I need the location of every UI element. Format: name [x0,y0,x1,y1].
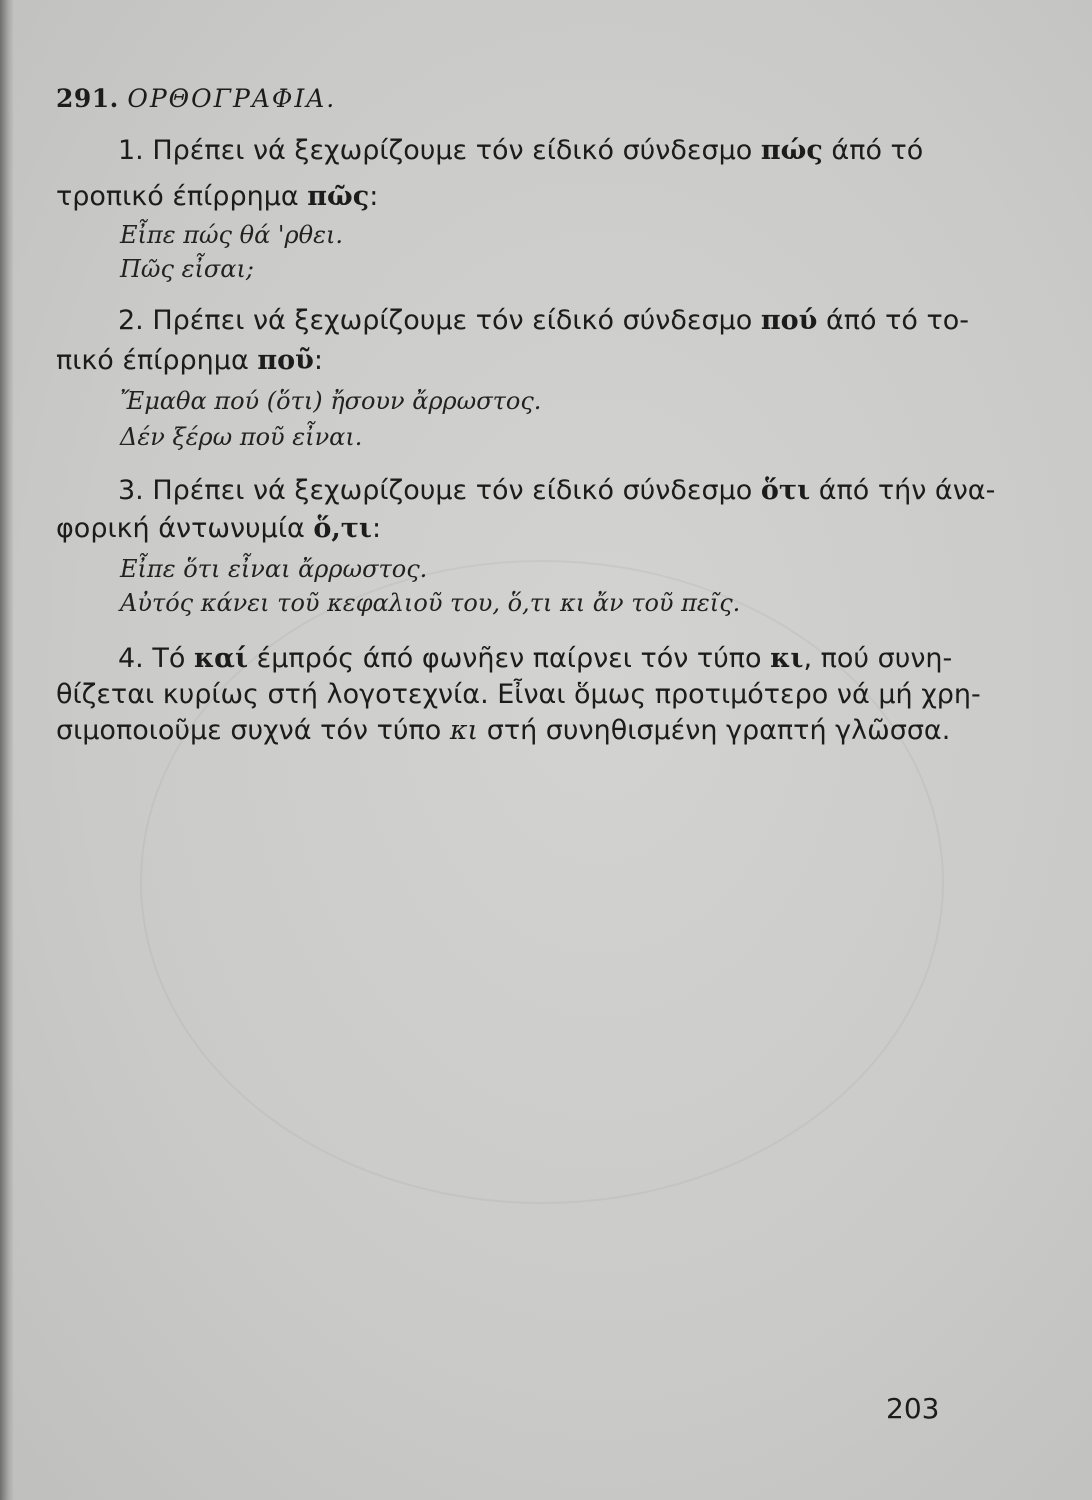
rule-2-line-1: 2. Πρέπει νά ξεχωρίζουμε τόν είδικό σύνδεσμο πού άπό τό το- [118,305,970,336]
keyword: ὅτι [760,475,811,506]
example: Δέν ξέρω ποῦ εἶναι. [120,423,363,451]
keyword: καί [193,643,249,674]
rule-1-line-2: τροπικό έπίρρημα πῶς: [56,181,379,212]
keyword: ὅ,τι [313,513,372,544]
keyword: πώς [760,135,823,166]
keyword: πῶς [307,181,370,212]
rule-3-line-2: φορική άντωνυμία ὅ,τι: [56,513,382,544]
rule-1-line-1: 1. Πρέπει νά ξεχωρίζουμε τόν είδικό σύνδεσμο πώς άπό τό [118,135,924,166]
rule-4-line-2: θίζεται κυρίως στή λογοτεχνία. Εἶναι ὅμως προτιμότερο νά μή χρη- [56,679,981,710]
page-spine-shadow [0,0,14,1500]
example: Πῶς εἶσαι; [120,255,254,283]
example: Εἶπε ὅτι εἶναι ἄρρωστος. [120,555,428,583]
example: Ἔμαθα πού (ὅτι) ἤσουν ἄρρωστος. [120,387,542,415]
keyword: πού [760,305,818,336]
rule-4-line-1: 4. Τό καί έμπρός άπό φωνῆεν παίρνει τόν τύπο κι, πού συνη- [118,643,953,674]
section-heading [56,84,336,113]
page-number: 203 [886,1392,940,1425]
rule-3-line-1: 3. Πρέπει νά ξεχωρίζουμε τόν είδικό σύνδεσμο ὅτι άπό τήν άνα- [118,475,996,506]
keyword: ποῦ [257,345,314,376]
example: Εἶπε πώς θά 'ρθει. [120,221,343,249]
section-number: 291. [56,84,119,113]
example: Αὐτός κάνει τοῦ κεφαλιοῦ του, ὅ,τι κι ἄν τοῦ πεῖς. [120,589,741,617]
keyword-italic: κι [449,715,479,746]
rule-2-line-2: πικό έπίρρημα ποῦ: [56,345,323,376]
keyword: κι [770,643,804,674]
section-title: ΟΡΘΟΓΡΑΦΙΑ. [127,84,337,113]
rule-4-line-3: σιμοποιοῦμε συχνά τόν τύπο κι στή συνηθισμένη γραπτή γλῶσσα. [56,715,951,746]
